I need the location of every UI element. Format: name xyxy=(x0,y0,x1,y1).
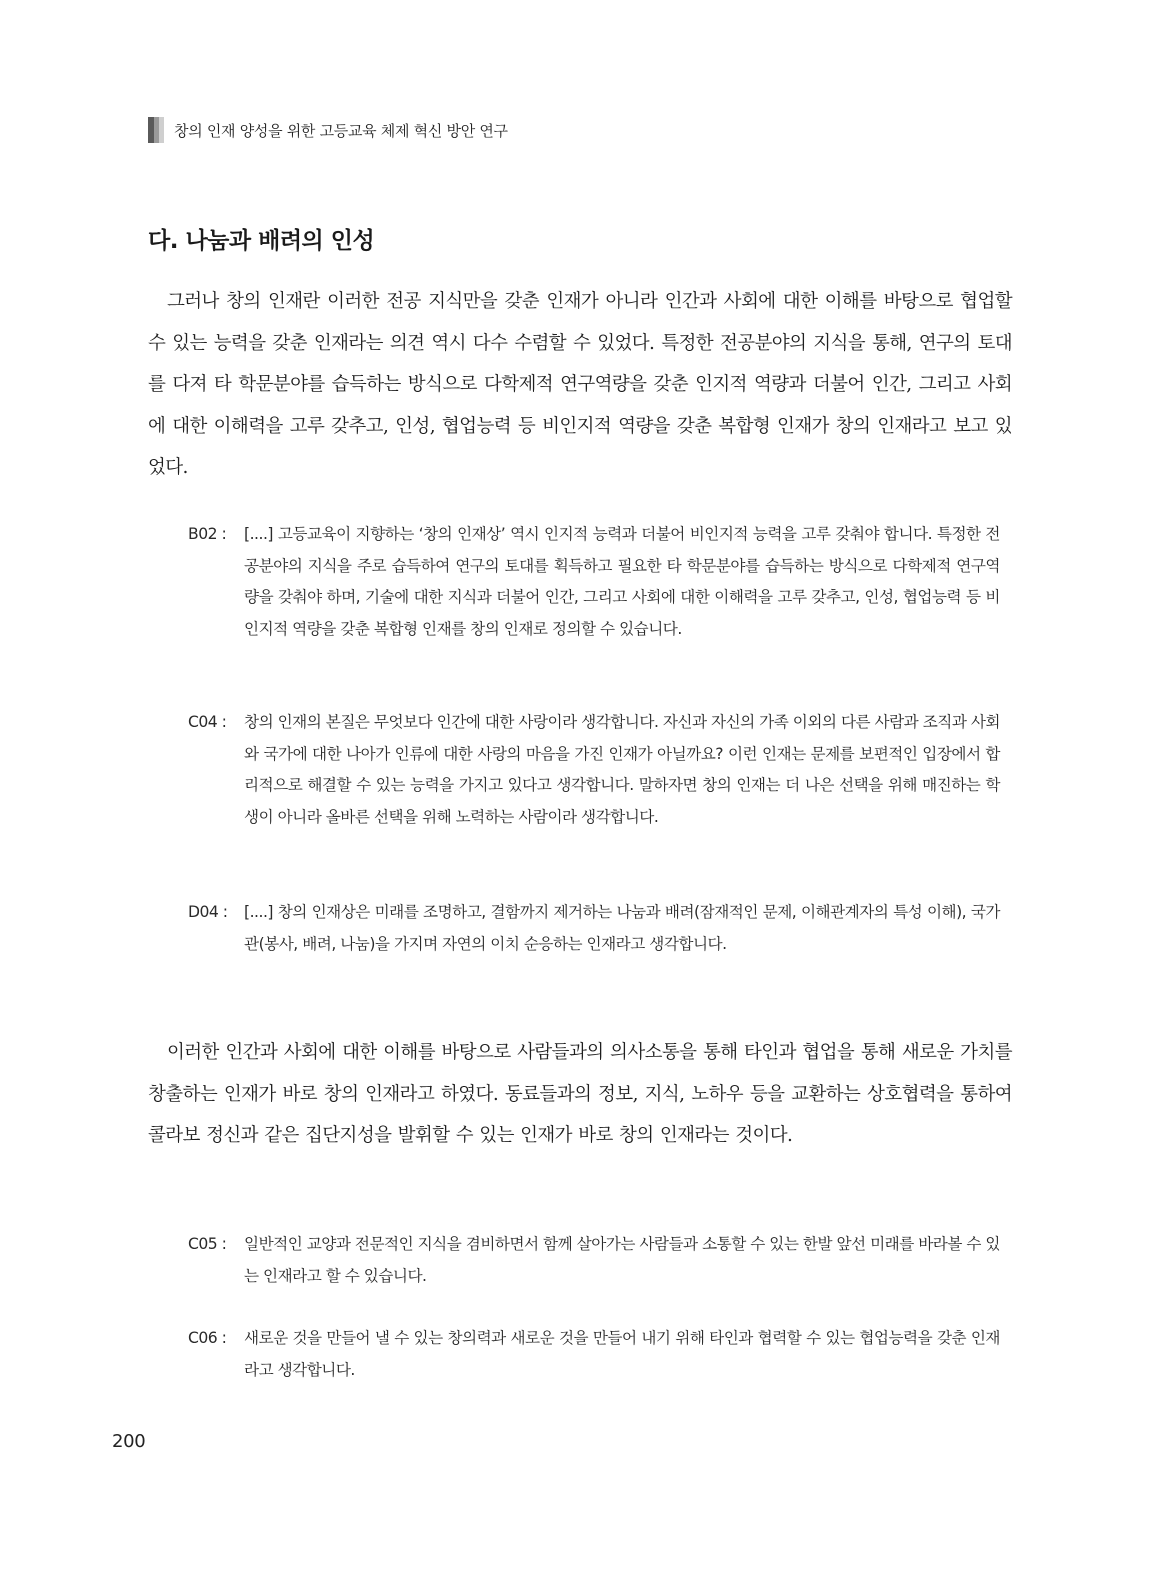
page-number: 200 xyxy=(112,1431,146,1452)
interview-quote-d04 xyxy=(188,897,1000,960)
quote-text: [....] 고등교육이 지향하는 ‘창의 인재상’ 역시 인지적 능력과 더불어 비인지적 능력을 고루 갖춰야 합니다. 특정한 전공분야의 지식을 주로 습득하여 연구의 토대를 획득하고 필요한 타 학문분야를 습득하는 방식으로 다학제적 연구역량을 갖춰야 하며, 기술에 대한 지식과 더불어 인간, 그리고 사회에 대한 이해력을 고루 갖추고, 인성, 협업능력 등 비인지적 역량을 갖춘 복합형 인재를 창의 인재로 정의할 수 있습니다. xyxy=(244,525,1000,638)
quote-text: 일반적인 교양과 전문적인 지식을 겸비하면서 함께 살아가는 사람들과 소통할 수 있는 한발 앞선 미래를 바라볼 수 있는 인재라고 할 수 있습니다. xyxy=(244,1235,1000,1285)
section-title: 다. 나눔과 배려의 인성 xyxy=(148,228,375,254)
running-header-title: 창의 인재 양성을 위한 고등교육 체제 혁신 방안 연구 xyxy=(174,121,508,140)
header-bars-icon xyxy=(148,117,164,143)
quote-text: 새로운 것을 만들어 낼 수 있는 창의력과 새로운 것을 만들어 내기 위해 타인과 협력할 수 있는 협업능력을 갖춘 인재라고 생각합니다. xyxy=(244,1329,1000,1379)
running-header xyxy=(148,116,508,144)
quote-code: D04 : xyxy=(188,903,228,921)
quote-code: C04 : xyxy=(188,713,227,731)
quote-text: 창의 인재의 본질은 무엇보다 인간에 대한 사랑이라 생각합니다. 자신과 자신의 가족 이외의 다른 사람과 조직과 사회와 국가에 대한 나아가 인류에 대한 사랑의 마음을 가진 인재가 아닐까요? 이런 인재는 문제를 보편적인 입장에서 합리적으로 해결할 수 있는 능력을 가지고 있다고 생각합니다. 말하자면 창의 인재는 더 나은 선택을 위해 매진하는 학생이 아니라 올바른 선택을 위해 노력하는 사람이라 생각합니다. xyxy=(244,713,1000,826)
body-paragraph-2: 이러한 인간과 사회에 대한 이해를 바탕으로 사람들과의 의사소통을 통해 타인과 협업을 통해 새로운 가치를 창출하는 인재가 바로 창의 인재라고 하였다. 동료들과의 정보, 지식, 노하우 등을 교환하는 상호협력을 통하여 콜라보 정신과 같은 집단지성을 발휘할 수 있는 인재가 바로 창의 인재라는 것이다. xyxy=(148,1042,1012,1146)
quote-code: C06 : xyxy=(188,1329,227,1347)
quote-text: [....] 창의 인재상은 미래를 조명하고, 결함까지 제거하는 나눔과 배려(잠재적인 문제, 이해관계자의 특성 이해), 국가관(봉사, 배려, 나눔)을 가지며 자연의 이치 순응하는 인재라고 생각합니다. xyxy=(244,903,1000,953)
interview-quote-c06 xyxy=(188,1323,1000,1386)
quote-code: B02 : xyxy=(188,525,227,543)
interview-quote-c04 xyxy=(188,707,1000,833)
body-paragraph-1: 그러나 창의 인재란 이러한 전공 지식만을 갖춘 인재가 아니라 인간과 사회에 대한 이해를 바탕으로 협업할 수 있는 능력을 갖춘 인재라는 의견 역시 다수 수렴할 수 있었다. 특정한 전공분야의 지식을 통해, 연구의 토대를 다져 타 학문분야를 습득하는 방식으로 다학제적 연구역량을 갖춘 인지적 역량과 더불어 인간, 그리고 사회에 대한 이해력을 고루 갖추고, 인성, 협업능력 등 비인지적 역량을 갖춘 복합형 인재가 창의 인재라고 보고 있었다. xyxy=(148,291,1012,478)
interview-quote-b02 xyxy=(188,519,1000,645)
quote-code: C05 : xyxy=(188,1235,227,1253)
interview-quote-c05 xyxy=(188,1229,1000,1292)
